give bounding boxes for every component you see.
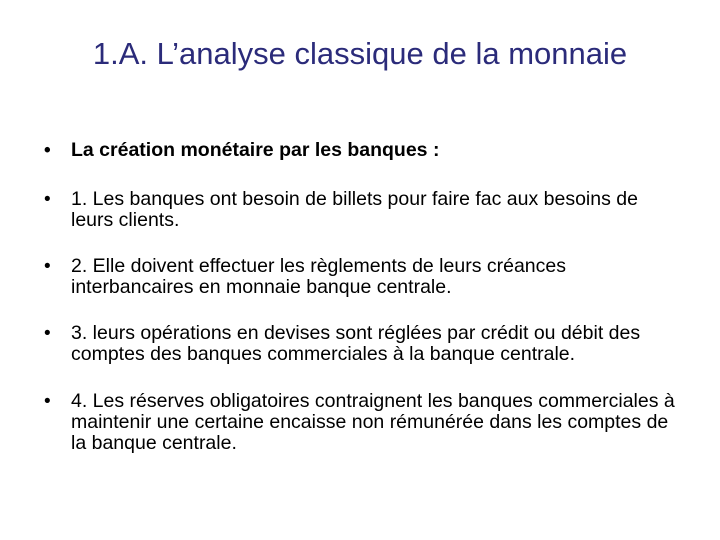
bullet-text: 2. Elle doivent effectuer les règlements de leurs créances interbancaires en monnaie banque centrale. xyxy=(71,255,566,298)
bullet-item-1 xyxy=(44,189,684,231)
bullet-marker: • xyxy=(44,189,51,210)
bullet-text: 1. Les banques ont besoin de billets pour faire fac aux besoins de leurs clients. xyxy=(71,188,638,231)
bullet-text: 4. Les réserves obligatoires contraignent les banques commerciales à maintenir une certaine encaisse non rémunérée dans les comptes de la banque centrale. xyxy=(71,390,675,454)
bullet-item-heading xyxy=(44,140,684,161)
bullet-item-2 xyxy=(44,256,684,298)
bullet-marker: • xyxy=(44,323,51,344)
bullet-item-3 xyxy=(44,323,684,365)
bullet-list xyxy=(44,140,684,478)
bullet-marker: • xyxy=(44,140,51,161)
bullet-marker: • xyxy=(44,391,51,412)
bullet-marker: • xyxy=(44,256,51,277)
slide-title: 1.A. L’analyse classique de la monnaie xyxy=(92,36,628,71)
bullet-text: 3. leurs opérations en devises sont réglées par crédit ou débit des comptes des banques commerciales à la banque centrale. xyxy=(71,322,641,365)
bullet-text: La création monétaire par les banques : xyxy=(71,139,440,161)
bullet-item-4 xyxy=(44,391,684,454)
